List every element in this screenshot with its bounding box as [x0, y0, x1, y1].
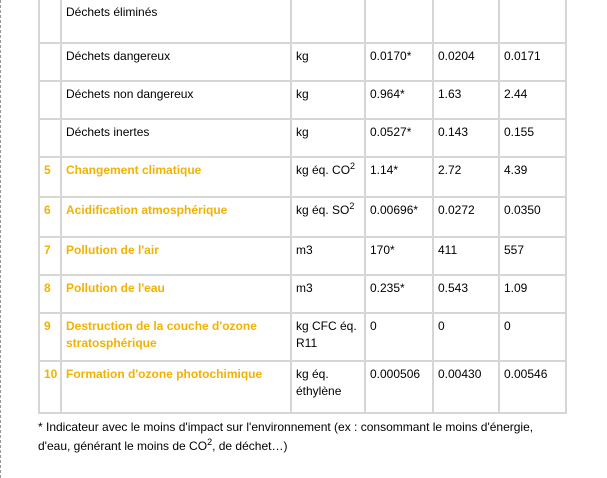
table-row [39, 81, 566, 119]
value-3 [499, 0, 566, 43]
unit-cell [291, 119, 365, 157]
value-1 [365, 0, 433, 43]
unit-cell [291, 81, 365, 119]
row-number [39, 81, 61, 119]
unit-text: kg éq. CO [296, 163, 351, 177]
unit-text: kg CFC éq. R11 [296, 319, 357, 350]
unit-cell [291, 313, 365, 361]
page-left-border [0, 0, 2, 478]
value-2: 411 [433, 237, 499, 275]
indicator-name: Formation d'ozone photochimique [61, 361, 291, 413]
indicator-name: Déchets non dangereux [61, 81, 291, 119]
unit-text: kg [296, 125, 309, 139]
unit-cell [291, 237, 365, 275]
table-row [39, 157, 566, 197]
table-row [39, 275, 566, 313]
value-1: 0 [365, 313, 433, 361]
value-2: 2.72 [433, 157, 499, 197]
row-number: 8 [39, 275, 61, 313]
indicator-name: Déchets éliminés [61, 0, 291, 43]
value-3: 0.0350 [499, 197, 566, 237]
unit-text: kg éq. éthylène [296, 367, 342, 398]
value-1: 0.235* [365, 275, 433, 313]
value-3: 0.155 [499, 119, 566, 157]
unit-text: kg [296, 49, 309, 63]
table-row [39, 197, 566, 237]
row-number: 6 [39, 197, 61, 237]
row-number: 10 [39, 361, 61, 413]
footnote-text-end: , de déchet…) [212, 439, 288, 453]
value-2: 0 [433, 313, 499, 361]
indicator-name: Déchets dangereux [61, 43, 291, 81]
unit-text: m3 [296, 243, 313, 257]
indicator-name: Pollution de l'eau [61, 275, 291, 313]
indicator-name: Destruction de la couche d'ozone stratosphérique [61, 313, 291, 361]
table-row [39, 313, 566, 361]
value-2: 0.0204 [433, 43, 499, 81]
unit-cell [291, 197, 365, 237]
row-number [39, 119, 61, 157]
row-number [39, 43, 61, 81]
unit-text: kg [296, 87, 309, 101]
row-number [39, 0, 61, 43]
value-1: 0.0527* [365, 119, 433, 157]
value-3: 557 [499, 237, 566, 275]
indicator-name: Déchets inertes [61, 119, 291, 157]
footnote-sup: 2 [207, 437, 213, 447]
indicator-name: Pollution de l'air [61, 237, 291, 275]
table-row [39, 237, 566, 275]
value-1: 0.000506 [365, 361, 433, 413]
value-2: 0.543 [433, 275, 499, 313]
table-row [39, 361, 566, 413]
indicator-name: Changement climatique [61, 157, 291, 197]
value-1: 0.00696* [365, 197, 433, 237]
value-1: 1.14* [365, 157, 433, 197]
unit-cell [291, 361, 365, 413]
indicator-name: Acidification atmosphérique [61, 197, 291, 237]
unit-text: kg éq. SO [296, 203, 350, 217]
table-row [39, 0, 566, 43]
value-2: 0.143 [433, 119, 499, 157]
unit-cell [291, 275, 365, 313]
table-row [39, 43, 566, 81]
unit-sup: 2 [350, 161, 356, 171]
value-3: 0.00546 [499, 361, 566, 413]
value-1: 170* [365, 237, 433, 275]
footnote [38, 418, 565, 456]
value-1: 0.964* [365, 81, 433, 119]
row-number: 9 [39, 313, 61, 361]
value-2 [433, 0, 499, 43]
value-3: 2.44 [499, 81, 566, 119]
unit-cell [291, 43, 365, 81]
unit-cell [291, 157, 365, 197]
impact-table [38, 0, 567, 414]
value-3: 0 [499, 313, 566, 361]
unit-cell [291, 0, 365, 43]
value-2: 0.00430 [433, 361, 499, 413]
value-2: 1.63 [433, 81, 499, 119]
row-number: 5 [39, 157, 61, 197]
value-1: 0.0170* [365, 43, 433, 81]
unit-text: m3 [296, 281, 313, 295]
footnote-text: * Indicateur avec le moins d'impact sur l'environnement (ex : consommant le moins d'énergie, d'eau, générant le moins de CO [38, 420, 534, 453]
unit-sup: 2 [349, 201, 355, 211]
value-3: 1.09 [499, 275, 566, 313]
row-number: 7 [39, 237, 61, 275]
value-3: 0.0171 [499, 43, 566, 81]
table-row [39, 119, 566, 157]
value-2: 0.0272 [433, 197, 499, 237]
value-3: 4.39 [499, 157, 566, 197]
